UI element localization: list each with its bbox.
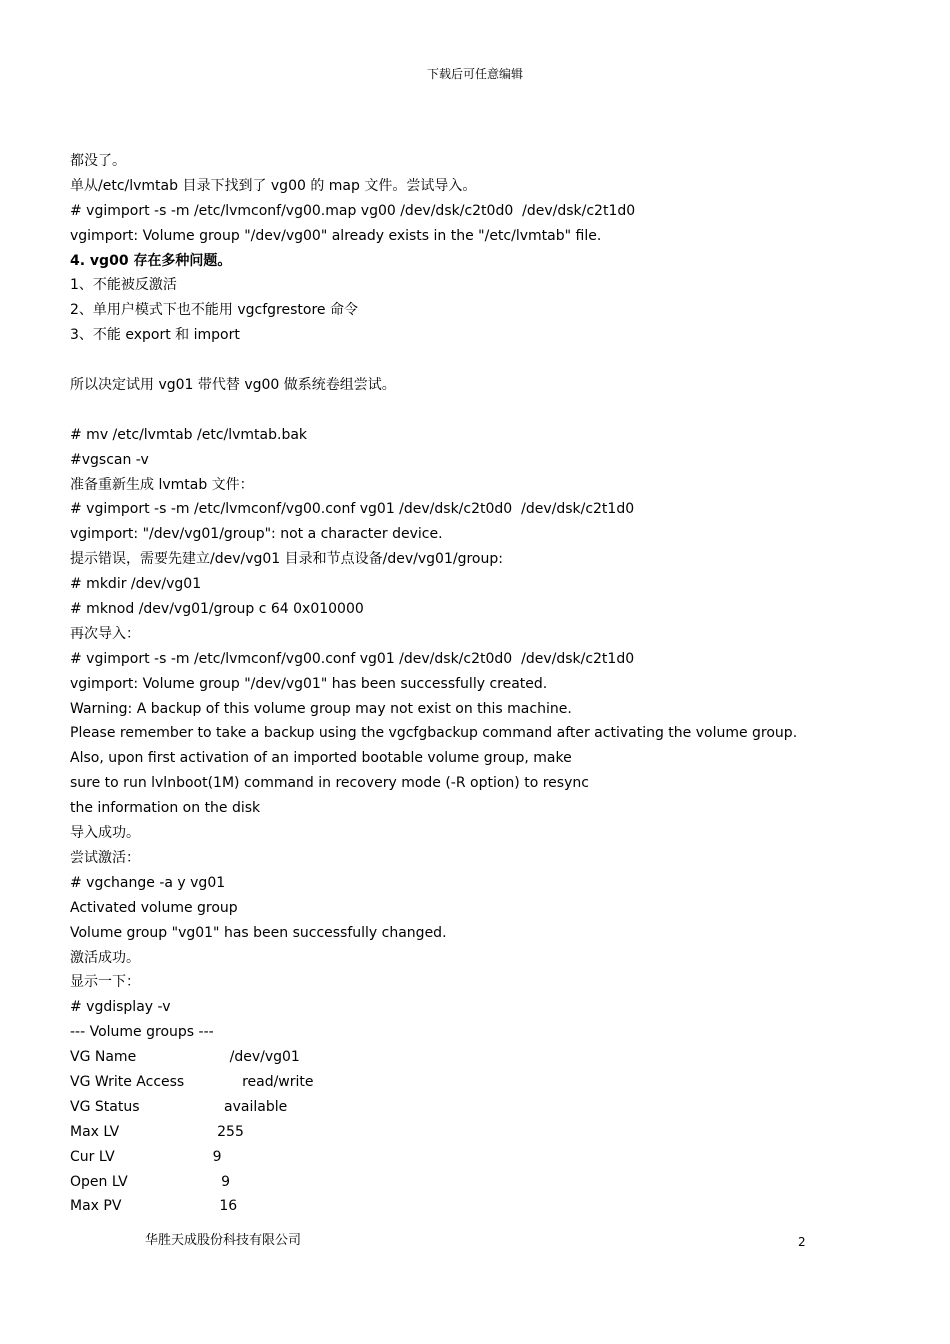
text-line: VG Name /dev/vg01: [70, 1049, 300, 1066]
text-line: sure to run lvlnboot(1M) command in recovery mode (-R option) to resync: [70, 775, 589, 792]
text-line: Please remember to take a backup using the vgcfgbackup command after activating the volume group.: [70, 725, 798, 742]
text-line: # vgchange -a y vg01: [70, 874, 226, 891]
text-line: # vgimport -s -m /etc/lvmconf/vg00.conf vg01 /dev/dsk/c2t0d0 /dev/dsk/c2t1d0: [70, 650, 635, 667]
footer-page-number: 2: [798, 1235, 806, 1249]
page-header: 下载后可任意编辑: [426, 67, 523, 81]
text-line: 2、单用户模式下也不能用 vgcfgrestore 命令: [70, 302, 358, 319]
text-line: 准备重新生成 lvmtab 文件：: [70, 476, 254, 493]
text-line: # vgimport -s -m /etc/lvmconf/vg00.map vg00 /dev/dsk/c2t0d0 /dev/dsk/c2t1d0: [70, 202, 636, 219]
text-line: VG Status available: [70, 1098, 288, 1115]
text-line: 提示错误，需要先建立/dev/vg01 目录和节点设备/dev/vg01/group:: [70, 551, 503, 568]
text-line: # mknod /dev/vg01/group c 64 0x010000: [70, 601, 364, 618]
text-line: 单从/etc/lvmtab 目录下找到了 vg00 的 map 文件。尝试导入。: [70, 177, 477, 194]
text-line: vgimport: "/dev/vg01/group": not a character device.: [70, 526, 443, 543]
text-line: 4. vg00 存在多种问题。: [70, 252, 232, 269]
text-line: Max LV 255: [70, 1123, 244, 1140]
text-line: vgimport: Volume group "/dev/vg01" has been successfully created.: [70, 675, 548, 692]
text-line: 再次导入：: [70, 625, 140, 642]
text-line: # vgimport -s -m /etc/lvmconf/vg00.conf vg01 /dev/dsk/c2t0d0 /dev/dsk/c2t1d0: [70, 501, 635, 518]
text-line: # mv /etc/lvmtab /etc/lvmtab.bak: [70, 426, 308, 443]
text-line: 尝试激活：: [70, 849, 140, 866]
text-line: 3、不能 export 和 import: [70, 327, 240, 344]
text-line: Cur LV 9: [70, 1148, 222, 1165]
text-line: Open LV 9: [70, 1173, 231, 1190]
text-line: 激活成功。: [70, 949, 140, 966]
text-line: Warning: A backup of this volume group may not exist on this machine.: [70, 700, 572, 717]
text-line: the information on the disk: [70, 800, 261, 817]
blank-line: [70, 398, 890, 423]
text-line: --- Volume groups ---: [70, 1024, 214, 1041]
text-line: vgimport: Volume group "/dev/vg00" already exists in the "/etc/lvmtab" file.: [70, 227, 602, 244]
text-line: Volume group "vg01" has been successfully changed.: [70, 924, 447, 941]
text-line: 显示一下：: [70, 974, 140, 991]
text-line: 导入成功。: [70, 825, 140, 842]
text-line: Also, upon first activation of an imported bootable volume group, make: [70, 750, 572, 767]
document-body: [70, 149, 890, 1219]
text-line: 1、不能被反激活: [70, 277, 177, 294]
text-line: 都没了。: [70, 153, 126, 169]
text-line: # vgdisplay -v: [70, 999, 171, 1016]
text-line: VG Write Access read/write: [70, 1073, 314, 1090]
text-line: Activated volume group: [70, 899, 238, 916]
text-line: 所以决定试用 vg01 带代替 vg00 做系统卷组尝试。: [70, 377, 396, 394]
blank-line: [70, 348, 890, 373]
text-line: # mkdir /dev/vg01: [70, 576, 202, 593]
text-line: Max PV 16: [70, 1198, 238, 1215]
text-line: #vgscan -v: [70, 451, 149, 468]
footer-company-name: 华胜天成股份科技有限公司: [145, 1233, 302, 1248]
